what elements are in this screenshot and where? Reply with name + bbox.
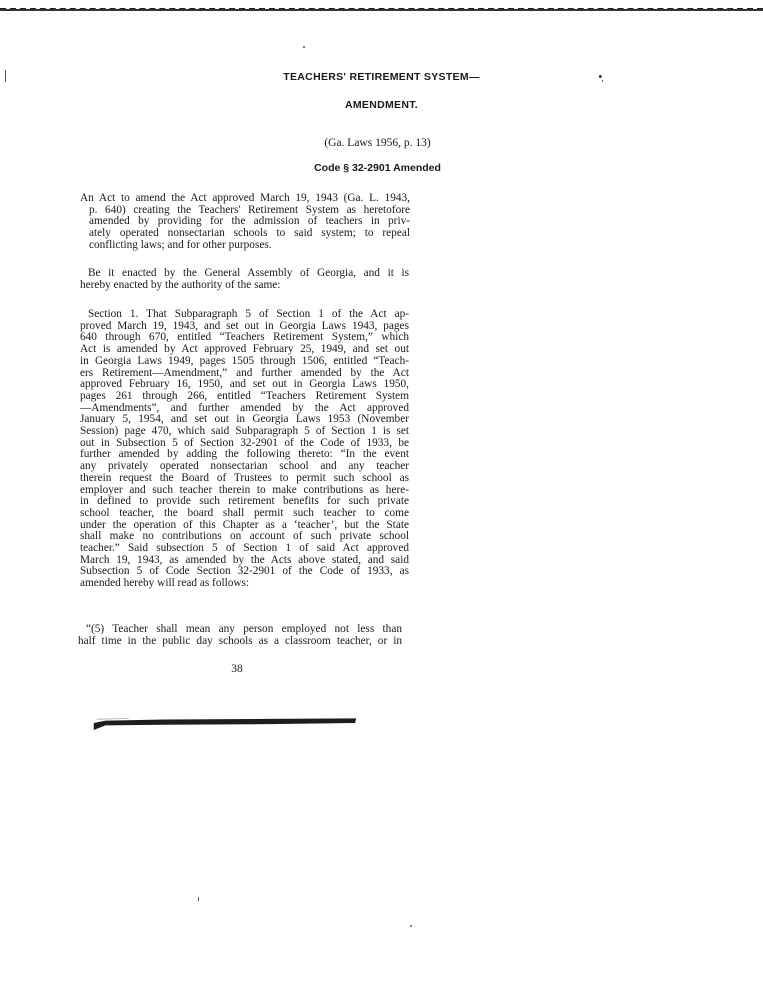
subsection-5-text xyxy=(78,624,402,647)
section-1-line: pages 261 through 266, entitled “Teachers Retirement System xyxy=(80,389,409,402)
section-1-line: under the operation of this Chapter as a ‘teacher’, but the State xyxy=(80,518,409,531)
section-1-line: approved February 16, 1950, and set out in Georgia Laws 1950, xyxy=(80,378,409,391)
section-1-line: 640 through 670, entitled “Teachers Retirement System,” which xyxy=(80,331,409,344)
session-law-citation: (Ga. Laws 1956, p. 13) xyxy=(324,137,431,149)
section-1-line: shall make no contributions on account of such private school xyxy=(80,530,409,543)
scan-speck xyxy=(303,46,305,48)
section-1-line: Section 1. That Subparagraph 5 of Section 1 of the Act ap- xyxy=(88,308,409,320)
preamble-line: ately operated nonsectarian schools to said system; to repeal xyxy=(89,227,410,240)
section-1-line: Session) page 470, which said Subparagraph 5 of Section 1 is set xyxy=(80,425,409,438)
scan-speck xyxy=(410,925,412,927)
section-1-line: teacher.” Said subsection 5 of Section 1 of said Act approved xyxy=(80,542,409,555)
section-1-line: proved March 19, 1943, and set out in Georgia Laws 1943, pages xyxy=(80,319,409,332)
section-1-line: any privately operated nonsectarian school and any teacher xyxy=(80,460,409,473)
page-number: 38 xyxy=(231,663,243,675)
enacting-clause xyxy=(80,267,409,291)
enacting-clause-line: hereby enacted by the authority of the same: xyxy=(80,278,281,291)
scan-mark: •. xyxy=(595,69,608,85)
section-1-line: further amended by adding the following thereto: “In the event xyxy=(80,448,409,461)
enacting-clause-line: Be it enacted by the General Assembly of Georgia, and it is xyxy=(88,267,409,279)
section-1-line: therein request the Board of Trustees to permit such school as xyxy=(80,471,409,484)
section-1 xyxy=(80,309,409,590)
preamble-line: An Act to amend the Act approved March 19, 1943 (Ga. L. 1943, xyxy=(80,192,410,204)
section-1-line: employer and such teacher therein to make contributions as here- xyxy=(80,483,409,496)
subsection-5-line: half time in the public day schools as a classroom teacher, or in xyxy=(78,634,402,647)
section-1-line: Subsection 5 of Code Section 32-2901 of the Code of 1933, as xyxy=(80,565,409,578)
section-1-line: ers Retirement—Amendment,” and further amended by the Act xyxy=(80,366,409,379)
section-1-line: in Georgia Laws 1949, pages 1505 through 1506, entitled “Teach- xyxy=(80,354,409,367)
section-1-line: out in Subsection 5 of Section 32-2901 of the Code of 1933, be xyxy=(80,436,409,449)
section-1-line: amended hereby will read as follows: xyxy=(80,577,250,590)
preamble-line: conflicting laws; and for other purposes. xyxy=(89,238,272,251)
scan-speck xyxy=(198,897,199,901)
act-preamble xyxy=(80,193,410,252)
section-1-line: in defined to provide such retirement benefits for such private xyxy=(80,495,409,508)
document-title: TEACHERS' RETIREMENT SYSTEM— xyxy=(283,71,480,83)
code-section-reference: Code § 32-2901 Amended xyxy=(314,162,441,174)
scan-edge-bar xyxy=(0,716,450,730)
preamble-line: amended by providing for the admission of teachers in priv- xyxy=(89,215,410,228)
page-top-rule xyxy=(0,9,763,11)
section-1-line: —Amendments”, and further amended by the Act approved xyxy=(80,401,409,414)
section-1-line: Act is amended by Act approved February 25, 1949, and set out xyxy=(80,343,409,356)
preamble-line: p. 640) creating the Teachers' Retirement System as heretofore xyxy=(89,203,410,216)
section-1-line: January 5, 1954, and set out in Georgia Laws 1953 (November xyxy=(80,413,409,426)
subsection-5-line: “(5) Teacher shall mean any person employed not less than xyxy=(86,623,402,635)
section-1-line: March 19, 1943, as amended by the Acts above stated, and said xyxy=(80,553,409,566)
document-subtitle: AMENDMENT. xyxy=(345,99,418,111)
section-1-line: school teacher, the board shall permit such teacher to come xyxy=(80,506,409,519)
